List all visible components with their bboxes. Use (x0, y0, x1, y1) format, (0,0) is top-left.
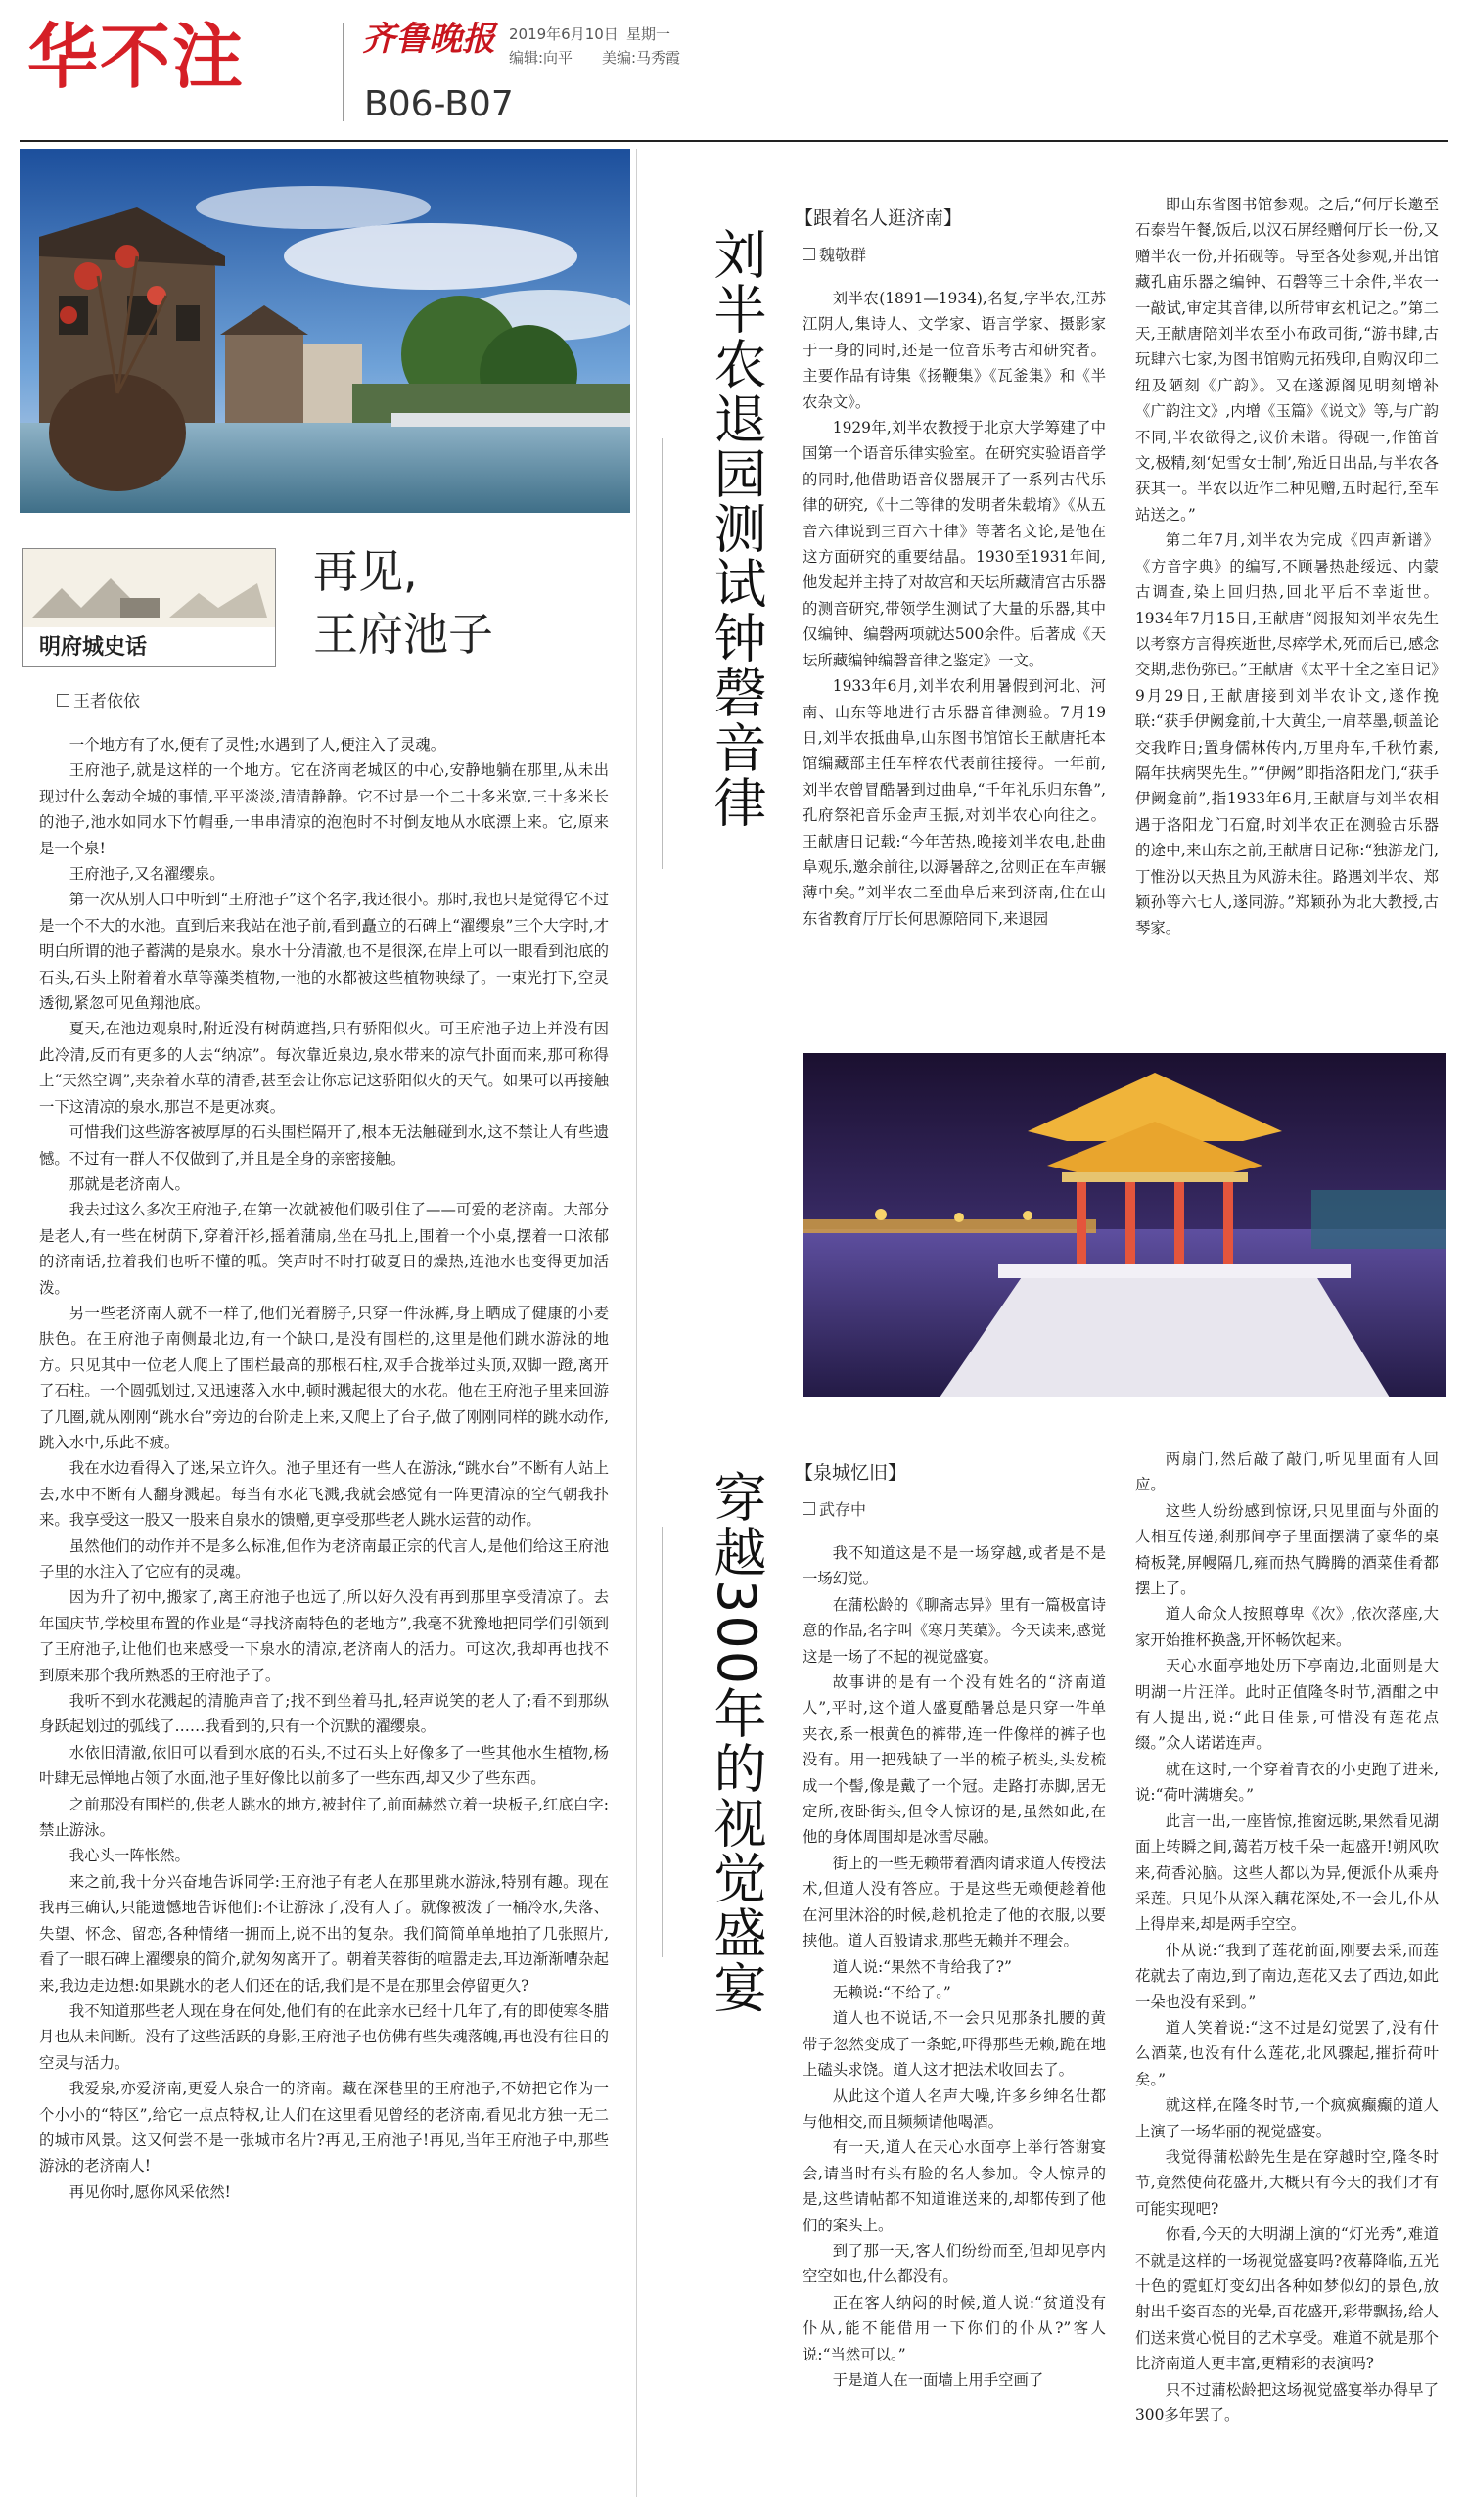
article3-column-2 (1135, 1446, 1439, 2428)
article2-byline (803, 243, 866, 265)
byline-box-icon (803, 248, 815, 260)
article3-author: 武存中 (819, 1500, 867, 1519)
paragraph: 道人笑着说:“这不过是幻觉罢了,没有什么酒菜,也没有什么莲花,北风骤起,摧折荷叶矣。” (1135, 2018, 1439, 2088)
paragraph: 我不知道那些老人现在身在何处,他们有的在此亲水已经十几年了,有的即使寒冬腊月也从未间断。没有了这些活跃的身影,王府池子也仿佛有些失魂落魄,再也没有往日的空灵与活力。 (39, 2001, 609, 2072)
paragraph: 来之前,我十分兴奋地告诉同学:王府池子有老人在那里跳水游泳,特别有趣。现在我再三确认,只能遗憾地告诉他们:不让游泳了,没有人了。就像被泼了一桶冷水,失落、失望、怀念、留恋,各种情绪一拥而上,说不出的复杂。我们简简单单地拍了几张照片,看了一眼石碑上濯缨泉的简介,就匆匆离开了。朝着芙蓉街的喧嚣走去,耳边渐渐嘈杂起来,我边走边想:如果跳水的老人们还在的话,我们是不是在那里会停留更久? (39, 1872, 609, 1994)
article2-author: 魏敬群 (819, 246, 867, 264)
paragraph: 我听不到水花溅起的清脆声音了;找不到坐着马扎,轻声说笑的老人了;看不到那纵身跃起划过的弧线了……我看到的,只有一个沉默的濯缨泉。 (39, 1692, 609, 1736)
paragraph: 道人说:“果然不肯给我了?” (832, 1957, 1012, 1976)
article3-byline (803, 1497, 866, 1520)
paragraph: 天心水面亭地处历下亭南边,北面则是大明湖一片汪洋。此时正值隆冬时节,酒酣之中有人提出,说:“此日佳景,可惜没有莲花点缀。”众人诺诺连声。 (1135, 1657, 1439, 1753)
paragraph: 那就是老济南人。 (69, 1174, 190, 1193)
paragraph: 这些人纷纷感到惊讶,只见里面与外面的人相互传递,刹那间亭子里面摆满了豪华的桌椅板凳,屏幔隔几,雍而热气腾腾的酒菜佳肴都摆上了。 (1135, 1501, 1439, 1598)
paragraph: 夏天,在池边观泉时,附近没有树荫遮挡,只有骄阳似火。可王府池子边上并没有因此冷清,反而有更多的人去“纳凉”。每次靠近泉边,泉水带来的凉气扑面而来,那可称得上“天然空调”,夹杂着水草的清香,甚至会让你忘记这骄阳似火的天气。如果可以再接触一下这清凉的泉水,那岂不是更冰爽。 (39, 1020, 609, 1116)
photo-waterside-houses (20, 149, 630, 513)
column-tag-illustration (23, 549, 275, 627)
editor-credit: 编辑:向平 (509, 49, 573, 67)
paragraph: 我爱泉,亦爱济南,更爱人泉合一的济南。藏在深巷里的王府池子,不妨把它作为一个小小的“特区”,给它一点点特权,让人们在这里看见曾经的老济南,看见北方独一无二的城市风景。这又何尝不是一张城市名片?再见,王府池子!再见,当年王府池子中,那些游泳的老济南人! (39, 2080, 609, 2176)
article3-kicker: 【泉城忆旧】 (795, 1462, 907, 1484)
photo-lit-pavilion (803, 1053, 1446, 1397)
paragraph: 即山东省图书馆参观。之后,“何厅长邀至石泰岩午餐,饭后,以汉石屏经赠何厅长一份,又赠半农一份,并拓砚等。导至各处参观,并出馆藏孔庙乐器之编钟、石磬等三十余件,半农一一敲试,审定其音律,以所带审玄机记之。”第二天,王献唐陪刘半农至小布政司街,“游书肆,古玩肆六七家,为图书馆购元拓残印,自购汉印二纽及陋刻《广韵》。又在遂源阁见明刻增补《广韵注文》,内增《玉篇》《说文》等,与广韵不同,半农欲得之,议价未谐。得砚一,作笛首文,极精,刻‘妃雪女士制’,殆近日出品,与半农各获其一。半农以近作二种见赠,五时起行,至车站送之。” (1135, 196, 1439, 524)
masthead-divider (343, 23, 344, 121)
paragraph: 道人命众人按照尊卑《次》,依次落座,大家开始推杯换盏,开怀畅饮起来。 (1135, 1605, 1439, 1649)
article1-body (39, 732, 609, 2205)
paragraph: 正在客人纳闷的时候,道人说:“贫道没有仆从,能不能借用一下你们的仆从?”客人说:“当然可以。” (803, 2293, 1106, 2363)
page-numbers: B06-B07 (364, 84, 514, 124)
paragraph: 街上的一些无赖带着酒肉请求道人传授法术,但道人没有答应。于是这些无赖便趁着他在河里沐浴的时候,趁机抢走了他的衣服,以要挟他。道人百般请求,那些无赖并不理会。 (803, 1854, 1106, 1950)
article1-author: 王者依依 (73, 692, 140, 711)
paragraph: 王府池子,就是这样的一个地方。它在济南老城区的中心,安静地躺在那里,从未出现过什么轰动全城的事情,平平淡淡,清清静静。它不过是一个二十多米宽,三十多米长的池子,池水如同水下竹帽垂,一串串清凉的泡泡时不时倒友地从水底漂上来。它,原来是一个泉! (39, 761, 609, 857)
article2-column-2 (1135, 192, 1439, 941)
header-rule (20, 140, 1448, 142)
article1-byline (57, 687, 140, 711)
paragraph: 到了那一天,客人们纷纷而至,但却见亭内空空如也,什么都没有。 (803, 2241, 1106, 2286)
paragraph: 刘半农(1891—1934),名复,字半农,江苏江阴人,集诗人、文学家、语言学家、摄影家于一身的同时,还是一位音乐考古和研究者。主要作品有诗集《扬鞭集》《瓦釜集》和《半农杂文》。 (803, 290, 1106, 411)
paragraph: 1933年6月,刘半农利用暑假到河北、河南、山东等地进行古乐器音律测验。7月19日,刘半农抵曲阜,山东图书馆馆长王献唐托本馆编藏部主任车梓农代表前往接待。一年前,刘半农曾冒酷暑到过曲阜,“千年礼乐归东鲁”,孔府祭祀音乐金声玉振,对刘半农心向往之。王献唐日记载:“今年苦热,晚接刘半农电,赴曲阜观乐,邀余前往,以溽暑辞之,岔则正在车声辗薄中矣。”刘半农二至曲阜后来到济南,住在山东省教育厅厅长何思源陪同下,来退园 (803, 677, 1106, 928)
paragraph: 故事讲的是有一个没有姓名的“济南道人”,平时,这个道人盛夏酷暑总是只穿一件单夹衣,系一根黄色的裤带,连一件像样的裤子也没有。用一把残缺了一半的梳子梳头,头发梳成一个髻,像是戴了一个冠。走路打赤脚,居无定所,夜卧街头,但令人惊讶的是,虽然如此,在他的身体周围却是冰雪尽融。 (803, 1673, 1106, 1847)
paragraph: 水依旧清澈,依旧可以看到水底的石头,不过石头上好像多了一些其他水生植物,杨叶肆无忌惮地占领了水面,池子里好像比以前多了一些东西,却又少了些东西。 (39, 1743, 609, 1788)
paragraph: 从此这个道人名声大噪,许多乡绅名仕都与他相交,而且频频请他喝酒。 (803, 2086, 1106, 2131)
newspaper-logo: 齐鲁晚报 (362, 20, 495, 59)
paragraph: 可惜我们这些游客被厚厚的石头围栏隔开了,根本无法触碰到水,这不禁让人有些遗憾。不过有一群人不仅做到了,并且是全身的亲密接触。 (39, 1123, 609, 1168)
issue-date: 2019年6月10日 (509, 25, 619, 43)
paragraph: 第二年7月,刘半农为完成《四声新谱》《方音字典》的编写,不顾暑热赴绥远、内蒙古调查,染上回归热,回北平后不幸逝世。1934年7月15日,王献唐“阅报知刘半农先生以考察方言得疾逝世,尽瘁学术,死而后已,感念交期,悲伤弥已。”王献唐《太平十全之室日记》9月29日,王献唐接到刘半农讣文,遂作挽联:“获手伊阙龛前,十大黄尘,一肩萃墨,顿盖论交我昨日;置身儒林传内,万里舟车,千秋竹素,隔年扶病哭先生。”“伊阙”即指洛阳龙门,“获手伊阙龛前”,指1933年6月,王献唐与刘半农相遇于洛阳龙门石窟,时刘半农正在测验古乐器的途中,来山东之前,王献唐日记称:“独游龙门,丁惟汾以天热且为风游未往。路遇刘半农、郑颖孙等六七人,遂同游。”郑颖孙为北大教授,古琴家。 (1135, 531, 1439, 938)
article2-column-1 (803, 286, 1106, 932)
article1-title-line1: 再见, (313, 545, 418, 598)
paragraph: 于是道人在一面墙上用手空画了 (832, 2371, 1044, 2389)
article1-title-line2: 王府池子 (313, 608, 493, 661)
article2-title: 刘半农退园测试钟磬音律 (706, 227, 767, 830)
article3-title-rule (662, 1527, 663, 1957)
paragraph: 王府池子,又名濯缨泉。 (69, 865, 225, 884)
paragraph: 因为升了初中,搬家了,离王府池子也远了,所以好久没有再到那里享受清凉了。去年国庆节,学校里布置的作业是“寻找济南特色的老地方”,我毫不犹豫地把同学们引领到了王府池子,让他们也来感受一下泉水的清凉,老济南人的活力。可这次,我却再也找不到原来那个我所熟悉的王府池子了。 (39, 1588, 609, 1684)
article2-kicker: 【跟着名人逛济南】 (795, 207, 963, 229)
paragraph: 虽然他们的动作并不是多么标准,但作为老济南最正宗的代言人,是他们给这王府池子里的水注入了它应有的灵魂。 (39, 1536, 609, 1581)
paragraph: 两扇门,然后敲了敲门,听见里面有人回应。 (1135, 1450, 1439, 1494)
paragraph: 道人也不说话,不一会只见那条扎腰的黄带子忽然变成了一条蛇,吓得那些无赖,跪在地上磕头求饶。道人这才把法术收回去了。 (803, 2009, 1106, 2080)
paragraph: 就这样,在隆冬时节,一个疯疯癫癫的道人上演了一场华丽的视觉盛宴。 (1135, 2096, 1439, 2140)
paragraph: 我不知道这是不是一场穿越,或者是不是一场幻觉。 (803, 1544, 1106, 1588)
paragraph: 我觉得蒲松龄先生是在穿越时空,隆冬时节,竟然使荷花盛开,大概只有今天的我们才有可能实现吧? (1135, 2147, 1439, 2218)
paragraph: 仆从说:“我到了莲花前面,刚要去采,而莲花就去了南边,到了南边,莲花又去了西边,如此一朵也没有采到。” (1135, 1941, 1439, 2011)
paragraph: 你看,今天的大明湖上演的“灯光秀”,难道不就是这样的一场视觉盛宴吗?夜幕降临,五光十色的霓虹灯变幻出各种如梦似幻的景色,放射出千姿百态的光晕,百花盛开,彩带飘扬,给人们送来赏心悦目的艺术享受。难道不就是那个比济南道人更丰富,更精彩的表演吗? (1135, 2225, 1439, 2373)
paragraph: 另一些老济南人就不一样了,他们光着膀子,只穿一件泳裤,身上晒成了健康的小麦肤色。在王府池子南侧最北边,有一个缺口,是没有围栏的,这里是他们跳水游泳的地方。只见其中一位老人爬上了围栏最高的那根石柱,双手合拢举过头顶,双脚一蹬,离开了石柱。一个圆弧划过,又迅速落入水中,顿时溅起很大的水花。他在王府池子里来回游了几圈,就从刚刚“跳水台”旁边的台阶走上来,又爬上了台子,做了刚刚同样的跳水动作,跳入水中,乐此不疲。 (39, 1304, 609, 1451)
paragraph: 一个地方有了水,便有了灵性;水遇到了人,便注入了灵魂。 (69, 736, 446, 754)
column-divider (636, 149, 637, 2497)
paragraph: 无赖说:“不给了。” (832, 1983, 951, 2001)
paragraph: 我去过这么多次王府池子,在第一次就被他们吸引住了——可爱的老济南。大部分是老人,有一些在树荫下,穿着汗衫,摇着蒲扇,坐在马扎上,围着一个小桌,摆着一口浓郁的济南话,拉着我们也听不懂的呱。笑声时不时打破夏日的燥热,连池水也变得更加活泼。 (39, 1201, 609, 1297)
paragraph: 之前那没有围栏的,供老人跳水的地方,被封住了,前面赫然立着一块板子,红底白字:禁止游泳。 (39, 1795, 609, 1840)
paragraph: 第一次从别人口中听到“王府池子”这个名字,我还很小。那时,我也只是觉得它不过是一个不大的水池。直到后来我站在池子前,看到矗立的石碑上“濯缨泉”三个大字时,才明白所谓的池子蓄满的是泉水。泉水十分清澈,也不是很深,在岸上可以一眼看到池底的石头,石头上附着着水草等藻类植物,一池的水都被这些植物映绿了。一束光打下,空灵透彻,紧忽可见鱼翔池底。 (39, 891, 609, 1013)
article3-title: 穿越300年的视觉盛宴 (706, 1470, 767, 2016)
paragraph: 此言一出,一座皆惊,推窗远眺,果然看见湖面上转瞬之间,蔼若万枝千朵一起盛开!朔风吹来,荷香沁脑。这些人都以为异,便派仆从乘舟采莲。只见仆从深入藕花深处,不一会儿,仆从上得岸来,却是两手空空。 (1135, 1811, 1439, 1934)
paragraph: 有一天,道人在天心水面亭上举行答谢宴会,请当时有头有脸的名人参加。令人惊异的是,这些请帖都不知道谁送来的,却都传到了他们的案头上。 (803, 2138, 1106, 2234)
byline-box-icon (57, 694, 69, 707)
masthead-title: 华不注 (27, 16, 246, 98)
column-tag-label: 明府城史话 (39, 635, 148, 660)
paragraph: 就在这时,一个穿着青衣的小吏跑了进来,说:“荷叶满塘矣。” (1135, 1760, 1439, 1805)
designer-credit: 美编:马秀霞 (602, 49, 681, 67)
paragraph: 我在水边看得入了迷,呆立许久。池子里还有一些人在游泳,“跳水台”不断有人站上去,水中不断有人翻身溅起。每当有水花飞溅,我就会感觉有一阵更清凉的空气朝我扑来。我享受这一股又一股来自泉水的馈赠,更享受那些老人跳水运营的动作。 (39, 1459, 609, 1530)
paragraph: 再见你时,愿你风采依然! (69, 2182, 231, 2201)
issue-weekday: 星期一 (626, 25, 671, 43)
paragraph: 只不过蒲松龄把这场视觉盛宴举办得早了300多年罢了。 (1135, 2380, 1439, 2425)
byline-box-icon (803, 1502, 815, 1515)
paragraph: 我心头一阵怅然。 (69, 1847, 190, 1865)
paragraph: 在蒲松龄的《聊斋志异》里有一篇极富诗意的作品,名字叫《寒月芙蕖》。今天读来,感觉这是一场了不起的视觉盛宴。 (803, 1595, 1106, 1666)
paragraph: 1929年,刘半农教授于北京大学筹建了中国第一个语音乐律实验室。在研究实验语音学的同时,他借助语音仪器展开了一系列古代乐律的研究,《十二等律的发明者朱载堉》《从五音六律说到三百六十律》等著名文论,是他在这方面研究的重要结晶。1930至1931年间,他发起并主持了对故宫和天坛所藏清宫古乐器的测音研究,带领学生测试了大量的乐器,其中仅编钟、编磬两项就达500余件。后著成《天坛所藏编钟编磬音律之鉴定》一文。 (803, 419, 1106, 669)
article3-column-1 (803, 1540, 1106, 2393)
article2-title-rule (662, 438, 663, 869)
